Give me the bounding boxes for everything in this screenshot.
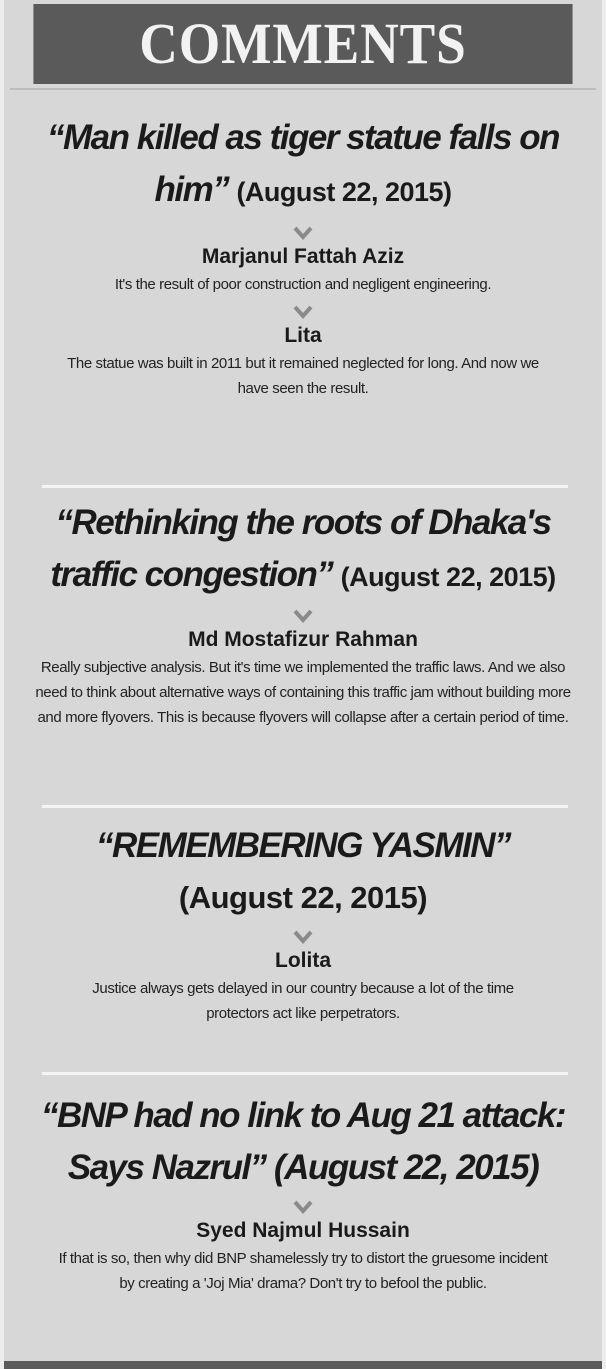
comment-author: Marjanul Fattah Aziz [201,245,405,268]
comment-section-4 [12,1090,594,1296]
comment-author: Lolita [275,949,331,972]
headline-text-2: “Rethinking the roots of Dhaka's traffic congestion” [50,503,551,594]
chevron-down-icon [292,1198,314,1216]
bottom-bar [4,1361,602,1369]
chevron-down-icon [292,607,314,625]
headline-date-3: (August 22, 2015) [178,880,428,915]
headline-text-4: “BNP had no link to Aug 21 attack: Says Nazrul” [41,1096,565,1187]
comment-text: If that is so, then why did BNP shamelessly try to distort the gruesome incident by creating a 'Joj Mia' drama? Don't try to befool the public. [58,1250,548,1292]
headline-text-1: “Man killed as tiger statue falls on him” [47,118,559,209]
comment-author: Md Mostafizur Rahman [188,628,418,651]
section-divider [42,485,568,488]
header-underline [10,88,596,90]
comment-author: Syed Najmul Hussain [196,1219,410,1242]
comment-section-3 [12,820,594,1026]
headline-date-4: (August 22, 2015) [273,1148,539,1187]
section-divider [42,805,568,808]
chevron-down-icon [292,928,314,946]
comment-text: It's the result of poor construction and negligent engineering. [114,276,492,293]
headline-text-3: “REMEMBERING YASMIN” [95,826,510,865]
chevron-down-icon [292,224,314,242]
headline-date-2: (August 22, 2015) [340,562,556,592]
chevron-down-icon [292,303,314,321]
section-headline-2 [12,497,594,603]
comment-text: Really subjective analysis. But it's time we implemented the traffic laws. And we also need to think about alternative ways of containing this traffic jam without building more and more flyovers. This is because flyovers will collapse after a certain period of time. [35,659,571,726]
page-title: COMMENTS [33,4,572,84]
comment-author: Lita [284,324,322,347]
section-divider [42,1072,568,1075]
headline-date-1: (August 22, 2015) [236,177,452,207]
comment-text: The statue was built in 2011 but it remained neglected for long. And now we have seen the result. [67,355,539,397]
comment-text: Justice always gets delayed in our country because a lot of the time protectors act like perpetrators. [92,980,514,1022]
section-headline-1 [12,112,594,218]
comment-section-2 [12,497,594,730]
section-headline-4 [12,1090,594,1194]
comment-section-1 [12,112,594,401]
section-headline-3 [12,820,594,924]
